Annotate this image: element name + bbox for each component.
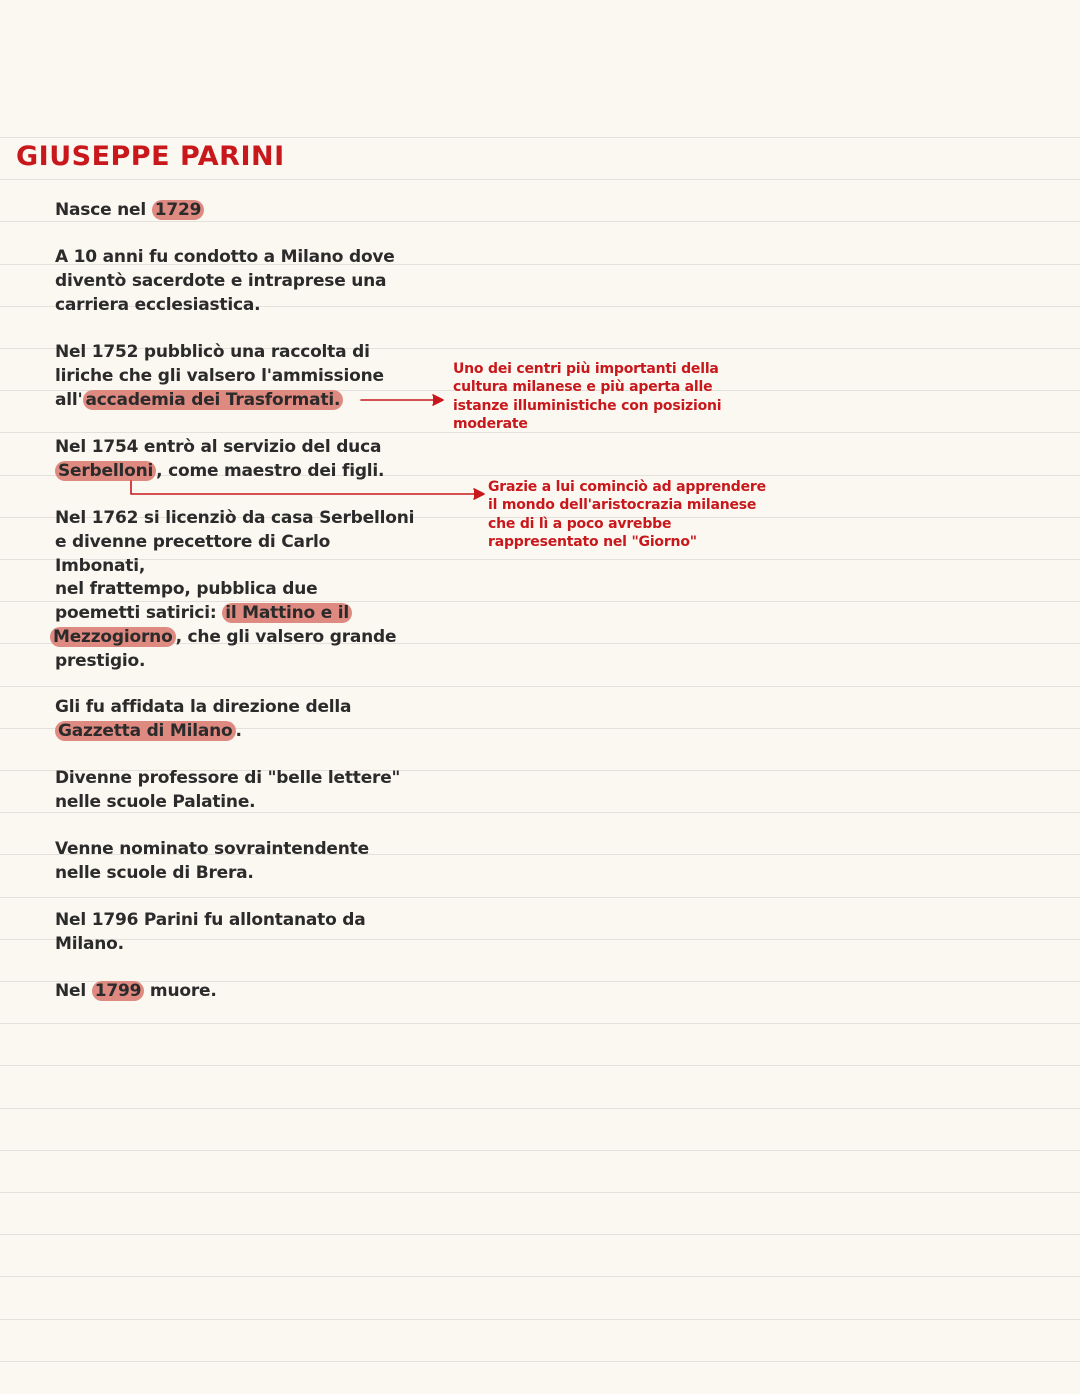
note-birth <box>55 198 204 222</box>
note-1762-prefix: poemetti satirici: <box>55 603 223 623</box>
note-1762-line-2: e divenne precettore di Carlo <box>55 532 331 552</box>
death-prefix: Nel <box>55 981 92 1001</box>
note-1754-suffix: , come maestro dei figli. <box>156 461 385 481</box>
note-childhood-line-1: A 10 anni fu condotto a Milano dove <box>55 247 395 267</box>
note-childhood-line-3: carriera ecclesiastica. <box>55 295 261 315</box>
note-professore-line-1: Divenne professore di "belle lettere" <box>55 768 401 788</box>
note-1762-line-7: prestigio. <box>55 651 146 671</box>
note-1752-prefix: all' <box>55 390 83 410</box>
side-note-serbelloni-line-2: il mondo dell'aristocrazia milanese <box>488 497 757 513</box>
serbelloni-highlight: Serbelloni <box>55 461 156 481</box>
note-1796-line-2: Milano. <box>55 934 124 954</box>
side-note-accademia-line-4: moderate <box>453 416 528 432</box>
side-note-serbelloni-line-1: Grazie a lui cominciò ad apprendere <box>488 479 766 495</box>
note-1752-line-1: Nel 1752 pubblicò una raccolta di <box>55 342 370 362</box>
note-gazzetta-suffix: . <box>235 721 242 741</box>
note-1762-line-3: Imbonati, <box>55 556 146 576</box>
note-1762-line-6 <box>50 625 396 649</box>
note-1762-line-5 <box>55 601 352 625</box>
note-childhood-line-2: diventò sacerdote e intraprese una <box>55 271 387 291</box>
note-1796-line-1: Nel 1796 Parini fu allontanato da <box>55 910 366 930</box>
death-suffix: muore. <box>144 981 217 1001</box>
birth-prefix: Nasce nel <box>55 200 152 220</box>
side-note-serbelloni-line-3: che di lì a poco avrebbe <box>488 516 672 532</box>
note-gazzetta-line-1: Gli fu affidata la direzione della <box>55 697 352 717</box>
mattino-highlight: il Mattino e il <box>222 603 352 623</box>
note-1754-line-1: Nel 1754 entrò al servizio del duca <box>55 437 382 457</box>
note-1762-line-1: Nel 1762 si licenziò da casa Serbelloni <box>55 508 415 528</box>
page-title: GIUSEPPE PARINI <box>16 141 285 172</box>
note-brera-line-1: Venne nominato sovraintendente <box>55 839 369 859</box>
side-note-accademia-line-1: Uno dei centri più importanti della <box>453 361 719 377</box>
note-gazzetta-line-2 <box>55 719 242 743</box>
side-note-accademia-line-2: cultura milanese e più aperta alle <box>453 379 713 395</box>
accademia-highlight: accademia dei Trasformati. <box>83 390 344 410</box>
note-death <box>55 979 217 1003</box>
note-professore-line-2: nelle scuole Palatine. <box>55 792 256 812</box>
note-1754-line-2 <box>55 459 384 483</box>
note-1762-suffix: , che gli valsero grande <box>175 627 397 647</box>
side-note-accademia-line-3: istanze illuministiche con posizioni <box>453 398 722 414</box>
note-1752-line-3 <box>55 388 343 412</box>
note-1762-line-4: nel frattempo, pubblica due <box>55 579 318 599</box>
side-note-serbelloni-line-4: rappresentato nel "Giorno" <box>488 534 697 550</box>
mezzogiorno-highlight: Mezzogiorno <box>50 627 176 647</box>
note-1752-line-2: liriche che gli valsero l'ammissione <box>55 366 384 386</box>
death-year-highlight: 1799 <box>92 981 145 1001</box>
birth-year-highlight: 1729 <box>152 200 205 220</box>
note-brera-line-2: nelle scuole di Brera. <box>55 863 254 883</box>
gazzetta-highlight: Gazzetta di Milano <box>55 721 236 741</box>
